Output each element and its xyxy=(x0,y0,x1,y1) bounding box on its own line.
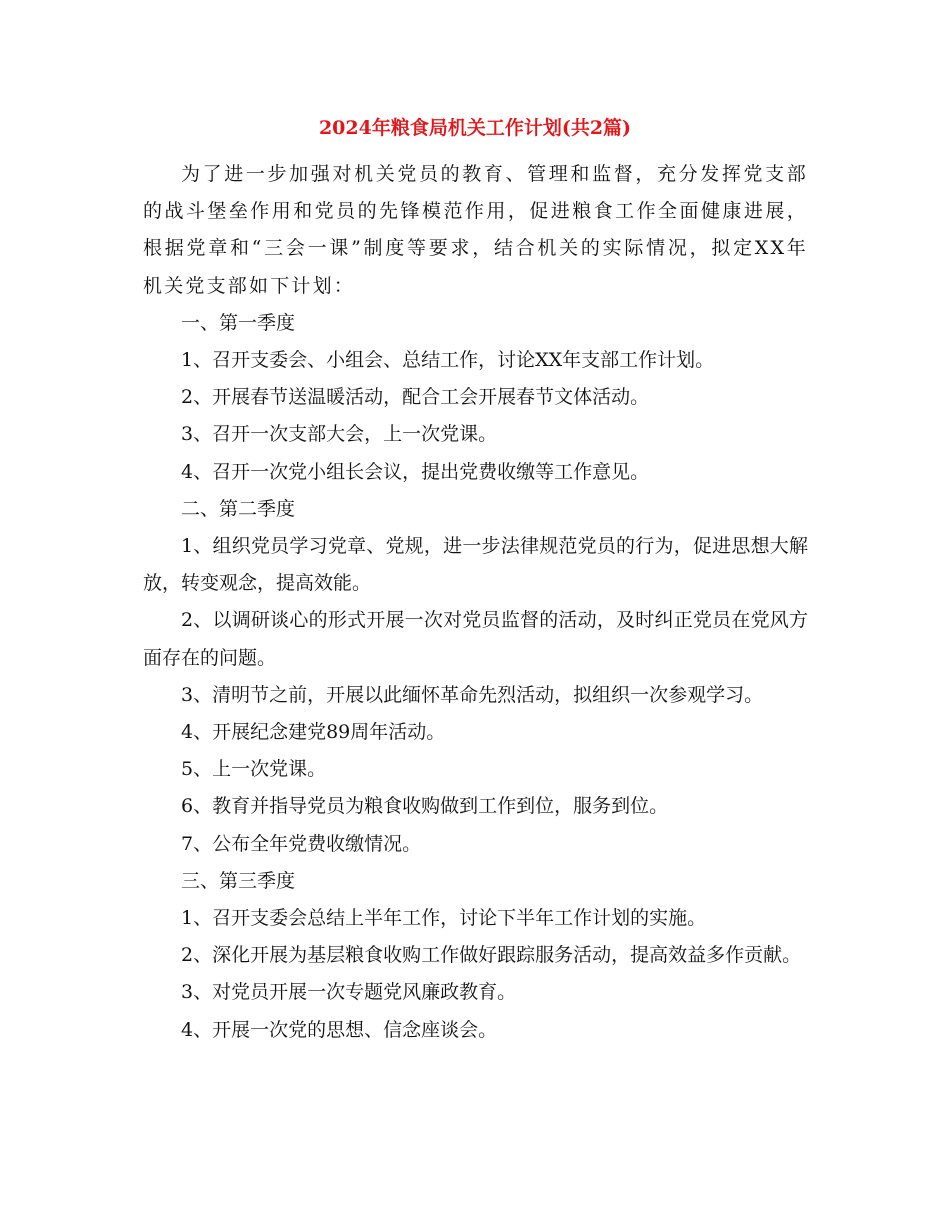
list-item: 1、召开支委会、小组会、总结工作，讨论XX年支部工作计划。 xyxy=(181,349,715,372)
list-item: 1、组织党员学习党章、党规，进一步法律规范党员的行为，促进思想大解放，转变观念，提高效能。 xyxy=(143,535,808,595)
list-item: 2、开展春节送温暖活动，配合工会开展春节文体活动。 xyxy=(181,386,650,409)
list-item: 4、召开一次党小组长会议，提出党费收缴等工作意见。 xyxy=(181,460,650,483)
list-item: 3、召开一次支部大会，上一次党课。 xyxy=(181,423,498,446)
section-heading-q3: 三、第三季度 xyxy=(181,869,296,892)
list-item: 4、开展纪念建党89周年活动。 xyxy=(181,721,446,744)
intro-paragraph: 为了进一步加强对机关党员的教育、管理和监督，充分发挥党支部的战斗堡垒作用和党员的先锋模范作用，促进粮食工作全面健康进展，根据党章和“三会一课”制度等要求，结合机关的实际情况，拟定XX年机关党支部如下计划： xyxy=(143,163,808,297)
document-body xyxy=(143,156,808,1049)
document-title: 2024年粮食局机关工作计划(共2篇) xyxy=(318,117,632,139)
list-item: 1、召开支委会总结上半年工作，讨论下半年工作计划的实施。 xyxy=(181,907,707,930)
list-item: 3、清明节之前，开展以此缅怀革命先烈活动，拟组织一次参观学习。 xyxy=(181,683,764,706)
list-item: 3、对党员开展一次专题党风廉政教育。 xyxy=(181,981,517,1004)
list-item: 6、教育并指导党员为粮食收购做到工作到位，服务到位。 xyxy=(181,795,669,818)
list-item: 5、上一次党课。 xyxy=(181,758,327,781)
list-item: 2、深化开展为基层粮食收购工作做好跟踪服务活动，提高效益多作贡献。 xyxy=(181,944,802,967)
list-item: 4、开展一次党的思想、信念座谈会。 xyxy=(181,1018,498,1041)
list-item: 7、公布全年党费收缴情况。 xyxy=(181,832,422,855)
list-item: 2、以调研谈心的形式开展一次对党员监督的活动，及时纠正党员在党风方面存在的问题。 xyxy=(143,609,808,669)
section-heading-q2: 二、第二季度 xyxy=(181,497,296,520)
section-heading-q1: 一、第一季度 xyxy=(181,311,296,334)
